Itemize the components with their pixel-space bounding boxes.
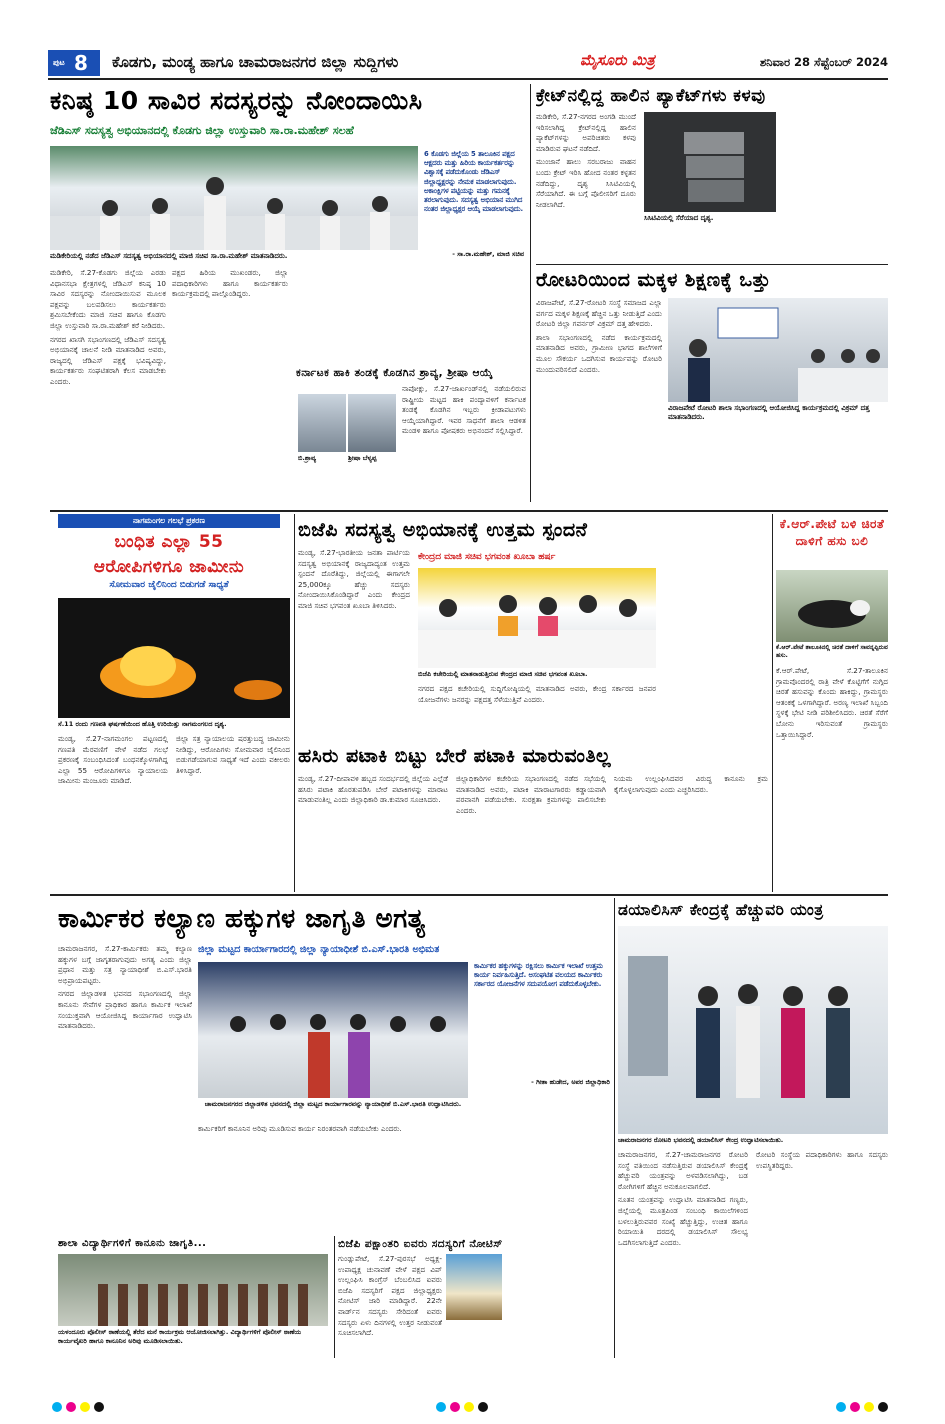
quote-box-jds [424, 150, 524, 262]
body-notice-col1 [338, 1254, 442, 1358]
headline-bjp: ಬಿಜೆಪಿ ಸದಸ್ಯತ್ವ ಅಭಿಯಾನಕ್ಕೆ ಉತ್ತಮ ಸ್ಪಂದನೆ [298, 519, 588, 541]
body-bail-col2 [176, 734, 290, 890]
photo-jds-meeting [50, 146, 418, 250]
body-bail-p2: ಜಿಲ್ಲಾ ಸತ್ರ ನ್ಯಾಯಾಲಯ ಷರತ್ತುಬದ್ಧ ಜಾಮೀನು ನೀಡಿದ್ದು, ಆರೋಪಿಗಳು ಸೋಮವಾರ ಜೈಲಿನಿಂದ ಬಿಡುಗಡೆಯಾಗುವ ಸಾಧ್ಯತೆ ಇದೆ ಎಂದು ವಕೀಲರು ತಿಳಿಸಿದ್ದಾರೆ. [176, 734, 290, 775]
body-dialysis-p1: ಚಾಮರಾಜನಗರ, ಸೆ.27-ಚಾಮರಾಜನಗರ ರೋಟರಿ ಸಂಸ್ಥೆ ವತಿಯಿಂದ ನಡೆಸುತ್ತಿರುವ ಡಯಾಲಿಸಿಸ್ ಕೇಂದ್ರಕ್ಕೆ ಹೆಚ್ಚುವರಿ ಯಂತ್ರವನ್ನು ಅಳವಡಿಸಲಾಗಿದ್ದು, ಬಡ ರೋಗಿಗಳಿಗೆ ಹೆಚ್ಚಿನ ಅನುಕೂಲವಾಗಲಿದೆ. [618, 1150, 748, 1191]
body-rotary-p2: ಶಾಲಾ ಸಭಾಂಗಣದಲ್ಲಿ ನಡೆದ ಕಾರ್ಯಕ್ರಮದಲ್ಲಿ ಮಾತನಾಡಿದ ಅವರು, ಗ್ರಾಮೀಣ ಭಾಗದ ಶಾಲೆಗಳಿಗೆ ಮೂಲ ಸೌಕರ್ಯ ಒದಗಿಸುವ ಕಾರ್ಯವನ್ನು ರೋಟರಿ ಮುಂದುವರಿಸಲಿದೆ ಎಂದರು. [536, 332, 662, 374]
photo-dialysis [618, 926, 888, 1134]
body-notice-p1: ಗುಂಡ್ಲುಪೇಟೆ, ಸೆ.27-ಪುರಸಭೆ ಅಧ್ಯಕ್ಷ-ಉಪಾಧ್ಯಕ್ಷ ಚುನಾವಣೆ ವೇಳೆ ಪಕ್ಷದ ವಿಪ್ ಉಲ್ಲಂಘಿಸಿ ಕಾಂಗ್ರೆಸ್ ಬೆಂಬಲಿಸಿದ ಐವರು ಬಿಜೆಪಿ ಸದಸ್ಯರಿಗೆ ಪಕ್ಷದ ಜಿಲ್ಲಾಧ್ಯಕ್ಷರು ನೋಟಿಸ್ ಜಾರಿ ಮಾಡಿದ್ದಾರೆ. 22ನೇ ವಾರ್ಡ್‌ನ ಸದಸ್ಯರು ಸೇರಿದಂತೆ ಐವರು ಸದಸ್ಯರು ಏಳು ದಿನಗಳಲ್ಲಿ ಉತ್ತರ ನೀಡುವಂತೆ ಸೂಚಿಸಲಾಗಿದೆ. [338, 1254, 442, 1338]
body-green-col2 [456, 774, 606, 890]
body-labour-col2 [198, 1124, 610, 1234]
subhead-bjp: ಕೇಂದ್ರದ ಮಾಜಿ ಸಚಿವ ಭಗವಂತ ಖೂಬಾ ಹರ್ಷ [418, 552, 556, 562]
caption-labour: ಚಾಮರಾಜನಗರದ ಜಿಲ್ಲಾಡಳಿತ ಭವನದಲ್ಲಿ ಜಿಲ್ಲಾ ಮಟ್ಟದ ಕಾರ್ಯಾಗಾರವನ್ನು ನ್ಯಾಯಾಧೀಶೆ ಬಿ.ಎಸ್.ಭಾರತಿ ಉದ್ಘಾಟಿಸಿದರು. [204, 1100, 462, 1108]
body-bjp-col2 [418, 684, 656, 738]
students-illustration [58, 1254, 328, 1326]
subhead-bail: ಸೋಮವಾರ ಜೈಲಿನಿಂದ ಬಿಡುಗಡೆ ಸಾಧ್ಯತೆ [109, 580, 229, 590]
body-green-p1: ಮಂಡ್ಯ, ಸೆ.27-ದೀಪಾವಳಿ ಹಬ್ಬದ ಸಂದರ್ಭದಲ್ಲಿ ಜಿಲ್ಲೆಯ ಎಲ್ಲೆಡೆ ಹಸಿರು ಪಟಾಕಿ ಹೊರತುಪಡಿಸಿ ಬೇರೆ ಪಟಾಕಿಗಳನ್ನು ಮಾರಾಟ ಮಾಡುವಂತಿಲ್ಲ ಎಂದು ಜಿಲ್ಲಾಧಿಕಾರಿ ಡಾ.ಕುಮಾರ ಸೂಚಿಸಿದರು. [298, 774, 448, 805]
reg-dot-2 [66, 1402, 76, 1412]
photo-cctv [644, 112, 776, 212]
subhead-jds: ಜೆಡಿಎಸ್ ಸದಸ್ಯತ್ವ ಅಭಿಯಾನದಲ್ಲಿ ಕೊಡಗು ಜಿಲ್ಲಾ ಉಸ್ತುವಾರಿ ಸಾ.ರಾ.ಮಹೇಶ್ ಸಲಹೆ [50, 124, 354, 137]
headline-green: ಹಸಿರು ಪಟಾಕಿ ಬಿಟ್ಟು ಬೇರೆ ಪಟಾಕಿ ಮಾರುವಂತಿಲ್ಲ [298, 745, 612, 767]
photo-labour [198, 962, 468, 1098]
column-divider-3 [772, 514, 773, 892]
page-number-badge [48, 50, 100, 76]
header-rule [48, 78, 888, 80]
headline-hockey: ಕರ್ನಾಟಕ ಹಾಕಿ ತಂಡಕ್ಕೆ ಕೊಡಗಿನ ಶ್ರಾವ್ಯ, ಶ್ರೀಷಾ ಆಯ್ಕೆ [296, 367, 494, 379]
issue-date: ಶನಿವಾರ 28 ಸೆಪ್ಟೆಂಬರ್ 2024 [759, 55, 888, 69]
rule-lower [50, 894, 888, 896]
fire-illustration [58, 598, 290, 718]
caption-milk: ಸಿಸಿಟಿವಿಯಲ್ಲಿ ಸೆರೆಯಾದ ದೃಶ್ಯ. [644, 214, 714, 222]
page-label: ಪುಟ [53, 58, 65, 67]
body-jds-col1 [50, 268, 166, 508]
photo-rotary [668, 298, 888, 402]
body-green-col3 [614, 774, 768, 890]
caption-fire: ಸೆ.11 ರಂದು ಗಣಪತಿ ಘರ್ಷಣೆಯಿಂದ ಹೊತ್ತಿ ಉರಿಯಿತ್ತು ನಾಗಮಂಗಲದ ದೃಶ್ಯ. [58, 720, 227, 728]
cow-illustration [776, 570, 888, 642]
column-divider-1 [530, 84, 531, 502]
reg-dot-4 [94, 1402, 104, 1412]
body-jds-p1: ಮಡಿಕೇರಿ, ಸೆ.27-ಕೊಡಗು ಜಿಲ್ಲೆಯ ಎರಡು ವಿಧಾನಸಭಾ ಕ್ಷೇತ್ರಗಳಲ್ಲಿ ಜೆಡಿಎಸ್ ಕನಿಷ್ಠ 10 ಸಾವಿರ ಸದಸ್ಯರನ್ನು ನೋಂದಾಯಿಸುವ ಮೂಲಕ ಪಕ್ಷವನ್ನು ಬಲಪಡಿಸಲು ಕಾರ್ಯಕರ್ತರು ಶ್ರಮಿಸಬೇಕೆಂದು ಮಾಜಿ ಸಚಿವ ಹಾಗೂ ಕೊಡಗು ಜಿಲ್ಲಾ ಉಸ್ತುವಾರಿ ಸಾ.ರಾ.ಮಹೇಶ್ ಕರೆ ನೀಡಿದರು. [50, 268, 166, 330]
reg-dot-1 [52, 1402, 62, 1412]
body-dialysis-p3: ರೋಟರಿ ಸಂಸ್ಥೆಯ ಪದಾಧಿಕಾರಿಗಳು ಹಾಗೂ ಸದಸ್ಯರು ಉಪಸ್ಥಿತರಿದ್ದರು. [756, 1150, 888, 1170]
crowd-illustration [50, 146, 418, 250]
masthead-logo: ಮೈಸೂರು ಮಿತ್ರ [580, 51, 655, 69]
headline-rotary: ರೋಟರಿಯಿಂದ ಮಕ್ಕಳ ಶಿಕ್ಷಣಕ್ಕೆ ಒತ್ತು [536, 269, 771, 291]
headline-jds: ಕನಿಷ್ಠ 10 ಸಾವಿರ ಸದಸ್ಯರನ್ನು ನೋಂದಾಯಿಸಿ [50, 86, 423, 115]
photo-school [58, 1254, 328, 1326]
reg-dot-8 [478, 1402, 488, 1412]
reg-dot-9 [836, 1402, 846, 1412]
quote-labour-text: ಕಾರ್ಮಿಕರ ಹಕ್ಕುಗಳನ್ನು ರಕ್ಷಿಸಲು ಕಾರ್ಮಿಕ ಇಲಾಖೆ ಉತ್ತಮ ಕಾರ್ಯ ನಿರ್ವಹಿಸುತ್ತಿದೆ. ಅಸಂಘಟಿತ ವಲಯದ ಕಾರ್ಮಿಕರು ಸರ್ಕಾರದ ಯೋಜನೆಗಳ ಸದುಪಯೋಗ ಪಡೆದುಕೊಳ್ಳಬೇಕು. [474, 962, 603, 989]
column-divider-2 [294, 514, 295, 892]
quote-labour-attr: - ಗೀತಾ ಹುಡೇದ, ಅಪರ ಜಿಲ್ಲಾಧಿಕಾರಿ [531, 1078, 610, 1086]
headline-school: ಶಾಲಾ ವಿದ್ಯಾರ್ಥಿಗಳಿಗೆ ಕಾನೂನು ಜಾಗೃತಿ... [58, 1238, 207, 1249]
kicker-bail: ನಾಗಮಂಗಲ ಗಲಭೆ ಪ್ರಕರಣ [58, 514, 280, 528]
headline-dialysis: ಡಯಾಲಿಸಿಸ್ ಕೇಂದ್ರಕ್ಕೆ ಹೆಚ್ಚುವರಿ ಯಂತ್ರ [618, 901, 824, 919]
caption-dialysis: ಚಾಮರಾಜನಗರ ರೋಟರಿ ಭವನದಲ್ಲಿ ಡಯಾಲಿಸಿಸ್ ಕೇಂದ್ರ ಉದ್ಘಾಟಿಸಲಾಯಿತು. [618, 1136, 784, 1144]
bjp-press-illustration [418, 568, 656, 668]
body-hockey: ನಾಪೋಕ್ಲು, ಸೆ.27-ಜಾರ್ಖಂಡ್‌ನಲ್ಲಿ ನಡೆಯಲಿರುವ ರಾಷ್ಟ್ರೀಯ ಮಟ್ಟದ ಹಾಕಿ ಪಂದ್ಯಾವಳಿಗೆ ಕರ್ನಾಟಕ ತಂಡಕ್ಕೆ ಕೊಡಗಿನ ಇಬ್ಬರು ಕ್ರೀಡಾಪಟುಗಳು ಆಯ್ಕೆಯಾಗಿದ್ದಾರೆ. ಇವರ ಸಾಧನೆಗೆ ಶಾಲಾ ಆಡಳಿತ ಮಂಡಳಿ ಹಾಗೂ ಪೋಷಕರು ಅಭಿನಂದನೆ ಸಲ್ಲಿಸಿದ್ದಾರೆ. [402, 384, 526, 436]
page-number: 8 [74, 51, 88, 75]
reg-dot-12 [878, 1402, 888, 1412]
headline-bail-2: ಆರೋಪಿಗಳಿಗೂ ಜಾಮೀನು [93, 557, 245, 577]
headline-cow: ಕೆ.ಆರ್.ಪೇಟೆ ಬಳಿ ಚಿರತೆ ದಾಳಿಗೆ ಹಸು ಬಲಿ [779, 517, 885, 548]
body-jds-col2 [172, 268, 288, 508]
photo-bjp [418, 568, 656, 668]
caption-bjp: ಬಿಜೆಪಿ ಕಚೇರಿಯಲ್ಲಿ ಮಾತನಾಡುತ್ತಿರುವ ಕೇಂದ್ರದ ಮಾಜಿ ಸಚಿವ ಭಗವಂತ ಖೂಬಾ. [418, 670, 588, 678]
quote-jds-text: 6 ಕೊಡಗು ಜಿಲ್ಲೆಯ 5 ತಾಲೂಕಿನ ಪಕ್ಷದ ಆಕ್ಷದರು ಮತ್ತು ಹಿರಿಯ ಕಾರ್ಯಕರ್ತರನ್ನು ವಿಶ್ವಾಸಕ್ಕೆ ಪಡೆದುಕೊಂಡು ಜೆಡಿಎಸ್ ಜಿಲ್ಲಾಧ್ಯಕ್ಷರನ್ನು ನೇಮಕ ಮಾಡಲಾಗುವುದು. ಅಕಾಂಕ್ಷಿಗಳ ಪಟ್ಟಿಯನ್ನು ಮತ್ತು ಗಮನಕ್ಕೆ ತರಲಾಗುವುದು. ಸದಸ್ಯತ್ವ ಅಭಿಯಾನ ಮುಗಿದ ನಂತರ ಜಿಲ್ಲಾಧ್ಯಕ್ಷರ ಆಯ್ಕೆ ಮಾಡಲಾಗುವುದು. [424, 150, 524, 214]
body-milk-col1 [536, 112, 636, 252]
caption-rotary: ವಿರಾಜಪೇಟೆ ರೋಟರಿ ಶಾಲಾ ಸಭಾಂಗಣದಲ್ಲಿ ಆಯೋಜಿಸಿದ್ದ ಕಾರ್ಯಕ್ರಮದಲ್ಲಿ ವಿಕ್ರಮ್ ದತ್ತ ಮಾತನಾಡಿದರು. [668, 404, 870, 421]
reg-dot-7 [464, 1402, 474, 1412]
body-green-col1 [298, 774, 448, 890]
body-cow: ಕೆ.ಆರ್.ಪೇಟೆ, ಸೆ.27-ತಾಲೂಕಿನ ಗ್ರಾಮವೊಂದರಲ್ಲಿ ರಾತ್ರಿ ವೇಳೆ ಕೊಟ್ಟಿಗೆಗೆ ನುಗ್ಗಿದ ಚಿರತೆ ಹಸುವನ್ನು ಕೊಂದು ಹಾಕಿದ್ದು, ಗ್ರಾಮಸ್ಥರು ಆತಂಕಕ್ಕೆ ಒಳಗಾಗಿದ್ದಾರೆ. ಅರಣ್ಯ ಇಲಾಖೆ ಸಿಬ್ಬಂದಿ ಸ್ಥಳಕ್ಕೆ ಭೇಟಿ ನೀಡಿ ಪರಿಶೀಲಿಸಿದರು. ಚಿರತೆ ಸೆರೆಗೆ ಬೋನು ಇರಿಸುವಂತೆ ಗ್ರಾಮಸ್ಥರು ಒತ್ತಾಯಿಸಿದ್ದಾರೆ. [776, 666, 888, 739]
headline-labour: ಕಾರ್ಮಿಕರ ಕಲ್ಯಾಣ ಹಕ್ಕುಗಳ ಜಾಗೃತಿ ಅಗತ್ಯ [58, 904, 426, 934]
photo-cow [776, 570, 888, 642]
body-labour-col1 [58, 944, 192, 1234]
column-divider-4 [614, 898, 615, 1358]
rule-rotary-top [536, 264, 888, 265]
body-dialysis-col1 [618, 1150, 748, 1356]
page-header [48, 50, 888, 76]
caption-school: ಯಳಂದೂರು ಪೊಲೀಸ್ ಠಾಣೆಯಲ್ಲಿ ತೆರೆದ ಮನೆ ಕಾರ್ಯಕ್ರಮ ಆಯೋಜಿಸಲಾಗಿತ್ತು. ವಿದ್ಯಾರ್ಥಿಗಳಿಗೆ ಪೊಲೀಸ್ ಠಾಣೆಯ ಕಾರ್ಯವೈಖರಿ ಹಾಗೂ ಕಾನೂನಿನ ಅರಿವು ಮೂಡಿಸಲಾಯಿತು. [58, 1328, 302, 1345]
photo-shravya [298, 394, 346, 452]
body-jds-p3: ಪಕ್ಷದ ಹಿರಿಯ ಮುಖಂಡರು, ಜಿಲ್ಲಾ ಪದಾಧಿಕಾರಿಗಳು ಹಾಗೂ ಕಾರ್ಯಕರ್ತರು ಕಾರ್ಯಕ್ರಮದಲ್ಲಿ ಪಾಲ್ಗೊಂಡಿದ್ದರು. [172, 268, 288, 299]
body-labour-p2: ನಗರದ ಜಿಲ್ಲಾಡಳಿತ ಭವನದ ಸಭಾಂಗಣದಲ್ಲಿ ಜಿಲ್ಲಾ ಕಾನೂನು ಸೇವೆಗಳ ಪ್ರಾಧಿಕಾರ ಹಾಗೂ ಕಾರ್ಮಿಕ ಇಲಾಖೆ ಸಂಯುಕ್ತವಾಗಿ ಆಯೋಜಿಸಿದ್ದ ಕಾರ್ಯಾಗಾರ ಉದ್ಘಾಟಿಸಿ ಮಾತನಾಡಿದರು. [58, 989, 192, 1031]
reg-dot-5 [436, 1402, 446, 1412]
reg-dot-6 [450, 1402, 460, 1412]
headline-milk: ಕ್ರೇಟ್‌ನಲ್ಲಿದ್ದ ಹಾಲಿನ ಪ್ಯಾಕೆಟ್‌ಗಳು ಕಳವು [536, 86, 766, 106]
body-labour-p1: ಚಾಮರಾಜನಗರ, ಸೆ.27-ಕಾರ್ಮಿಕರು ತಮ್ಮ ಕಲ್ಯಾಣ ಹಕ್ಕುಗಳ ಬಗ್ಗೆ ಜಾಗೃತರಾಗುವುದು ಅಗತ್ಯ ಎಂದು ಜಿಲ್ಲಾ ಪ್ರಧಾನ ಮತ್ತು ಸತ್ರ ನ್ಯಾಯಾಧೀಶೆ ಬಿ.ಎಸ್.ಭಾರತಿ ಅಭಿಪ್ರಾಯಪಟ್ಟರು. [58, 944, 192, 985]
body-bjp-col1 [298, 548, 410, 738]
body-green-p2: ಜಿಲ್ಲಾಧಿಕಾರಿಗಳ ಕಚೇರಿಯ ಸಭಾಂಗಣದಲ್ಲಿ ನಡೆದ ಸಭೆಯಲ್ಲಿ ಮಾತನಾಡಿದ ಅವರು, ಪಟಾಕಿ ಮಾರಾಟಗಾರರು ಕಡ್ಡಾಯವಾಗಿ ಪರವಾನಗಿ ಪಡೆಯಬೇಕು. ಸುರಕ್ಷತಾ ಕ್ರಮಗಳನ್ನು ಪಾಲಿಸಬೇಕು ಎಂದರು. [456, 774, 606, 815]
rule-mid [50, 510, 888, 512]
reg-dot-3 [80, 1402, 90, 1412]
body-green-p3: ನಿಯಮ ಉಲ್ಲಂಘಿಸಿದವರ ವಿರುದ್ಧ ಕಾನೂನು ಕ್ರಮ ಕೈಗೊಳ್ಳಲಾಗುವುದು ಎಂದು ಎಚ್ಚರಿಸಿದರು. [614, 774, 768, 794]
athlete-name-2: ಶ್ರೀಷಾ ಬೆಳ್ಯಪ್ಪ [348, 454, 377, 462]
photo-shreesha [348, 394, 396, 452]
reg-dot-10 [850, 1402, 860, 1412]
athlete-name-1: ಬಿ.ಶ್ರಾವ್ಯ [298, 454, 317, 462]
reg-dot-11 [864, 1402, 874, 1412]
body-bail-col1 [58, 734, 168, 890]
body-rotary-p1: ವಿರಾಜಪೇಟೆ, ಸೆ.27-ರೋಟರಿ ಸಂಸ್ಥೆ ಸಮಾಜದ ಎಲ್ಲಾ ವರ್ಗದ ಮಕ್ಕಳ ಶಿಕ್ಷಣಕ್ಕೆ ಹೆಚ್ಚಿನ ಒತ್ತು ನೀಡುತ್ತಿದೆ ಎಂದು ರೋಟರಿ ಜಿಲ್ಲಾ ಗವರ್ನರ್ ವಿಕ್ರಮ್ ದತ್ತ ಹೇಳಿದರು. [536, 298, 662, 329]
quote-box-labour [474, 962, 610, 1098]
body-dialysis-col2 [756, 1150, 888, 1356]
caption-jds: ಮಡಿಕೇರಿಯಲ್ಲಿ ನಡೆದ ಜೆಡಿಎಸ್ ಸದಸ್ಯತ್ವ ಅಭಿಯಾನದಲ್ಲಿ ಮಾಜಿ ಸಚಿವ ಸಾ.ರಾ.ಮಹೇಶ್ ಮಾತನಾಡಿದರು. [50, 252, 288, 260]
labour-event-illustration [198, 962, 468, 1098]
body-dialysis-p2: ನೂತನ ಯಂತ್ರವನ್ನು ಉದ್ಘಾಟಿಸಿ ಮಾತನಾಡಿದ ಗಣ್ಯರು, ಜಿಲ್ಲೆಯಲ್ಲಿ ಮೂತ್ರಪಿಂಡ ಸಂಬಂಧಿ ಕಾಯಿಲೆಗಳಿಂದ ಬಳಲುತ್ತಿರುವವರ ಸಂಖ್ಯೆ ಹೆಚ್ಚುತ್ತಿದ್ದು, ಉಚಿತ ಹಾಗೂ ರಿಯಾಯಿತಿ ದರದಲ್ಲಿ ಡಯಾಲಿಸಿಸ್ ಸೌಲಭ್ಯ ಒದಗಿಸಲಾಗುತ್ತಿದೆ ಎಂದರು. [618, 1195, 748, 1247]
photo-fire [58, 598, 290, 718]
body-bail-p1: ಮಂಡ್ಯ, ಸೆ.27-ನಾಗಮಂಗಲ ಪಟ್ಟಣದಲ್ಲಿ ಗಣಪತಿ ಮೆರವಣಿಗೆ ವೇಳೆ ನಡೆದ ಗಲಭೆ ಪ್ರಕರಣಕ್ಕೆ ಸಂಬಂಧಿಸಿದಂತೆ ಬಂಧನಕ್ಕೊಳಗಾಗಿದ್ದ ಎಲ್ಲಾ 55 ಆರೋಪಿಗಳಿಗೂ ನ್ಯಾಯಾಲಯ ಜಾಮೀನು ಮಂಜೂರು ಮಾಡಿದೆ. [58, 734, 168, 786]
body-jds-p2: ನಗರದ ಖಾಸಗಿ ಸಭಾಂಗಣದಲ್ಲಿ ಜೆಡಿಎಸ್ ಸದಸ್ಯತ್ವ ಅಭಿಯಾನಕ್ಕೆ ಚಾಲನೆ ನೀಡಿ ಮಾತನಾಡಿದ ಅವರು, ರಾಜ್ಯದಲ್ಲಿ ಜೆಡಿಎಸ್ ಪಕ್ಷಕ್ಕೆ ಭವಿಷ್ಯವಿದ್ದು, ಕಾರ್ಯಕರ್ತರು ಸಂಘಟಿತರಾಗಿ ಕೆಲಸ ಮಾಡಬೇಕು ಎಂದರು. [50, 334, 166, 386]
body-labour-p3: ಕಾರ್ಮಿಕರಿಗೆ ಕಾನೂನಿನ ಅರಿವು ಮೂಡಿಸುವ ಕಾರ್ಯ ನಿರಂತರವಾಗಿ ನಡೆಯಬೇಕು ಎಂದರು. [198, 1124, 402, 1133]
body-milk-p2: ಮುಂಜಾನೆ ಹಾಲು ಸರಬರಾಜು ವಾಹನ ಬಂದು ಕ್ರೇಟ್ ಇರಿಸಿ ಹೋದ ನಂತರ ಕಳ್ಳತನ ನಡೆದಿದ್ದು, ದೃಶ್ಯ ಸಿಸಿಟಿವಿಯಲ್ಲಿ ಸೆರೆಯಾಗಿದೆ. ಈ ಬಗ್ಗೆ ಪೊಲೀಸರಿಗೆ ದೂರು ನೀಡಲಾಗಿದೆ. [536, 157, 636, 209]
headline-bail-1: ಬಂಧಿತ ಎಲ್ಲಾ 55 [114, 532, 224, 552]
photo-notice [446, 1254, 502, 1320]
body-rotary-col1 [536, 298, 662, 508]
body-bjp-p1: ಮಂಡ್ಯ, ಸೆ.27-ಭಾರತೀಯ ಜನತಾ ಪಾರ್ಟಿಯ ಸದಸ್ಯತ್ವ ಅಭಿಯಾನಕ್ಕೆ ರಾಜ್ಯದಾದ್ಯಂತ ಉತ್ತಮ ಸ್ಪಂದನೆ ದೊರೆತಿದ್ದು, ಜಿಲ್ಲೆಯಲ್ಲಿ ಈಗಾಗಲೇ 25,000ಕ್ಕೂ ಹೆಚ್ಚು ಸದಸ್ಯರು ನೋಂದಾಯಿಸಿಕೊಂಡಿದ್ದಾರೆ ಎಂದು ಕೇಂದ್ರದ ಮಾಜಿ ಸಚಿವ ಭಗವಂತ ಖೂಬಾ ತಿಳಿಸಿದರು. [298, 548, 410, 610]
section-title: ಕೊಡಗು, ಮಂಡ್ಯ ಹಾಗೂ ಚಾಮರಾಜನಗರ ಜಿಲ್ಲಾ ಸುದ್ದಿಗಳು [112, 53, 399, 71]
body-milk-p1: ಮಡಿಕೇರಿ, ಸೆ.27-ನಗರದ ಅಂಗಡಿ ಮುಂದೆ ಇರಿಸಲಾಗಿದ್ದ ಕ್ರೇಟ್‌ನಲ್ಲಿದ್ದ ಹಾಲಿನ ಪ್ಯಾಕೆಟ್‌ಗಳನ್ನು ಅಪರಿಚಿತರು ಕಳವು ಮಾಡಿರುವ ಘಟನೆ ನಡೆದಿದೆ. [536, 112, 636, 153]
subhead-labour: ಜಿಲ್ಲಾ ಮಟ್ಟದ ಕಾರ್ಯಾಗಾರದಲ್ಲಿ ಜಿಲ್ಲಾ ನ್ಯಾಯಾಧೀಶೆ ಬಿ.ಎಸ್.ಭಾರತಿ ಅಭಿಮತ [198, 944, 440, 955]
milk-crates-illustration [644, 112, 776, 212]
rotary-stage-illustration [668, 298, 888, 402]
quote-jds-attr: - ಸಾ.ರಾ.ಮಹೇಶ್, ಮಾಜಿ ಸಚಿವ [452, 250, 524, 258]
body-bjp-p2: ನಗರದ ಪಕ್ಷದ ಕಚೇರಿಯಲ್ಲಿ ಸುದ್ದಿಗೋಷ್ಠಿಯಲ್ಲಿ ಮಾತನಾಡಿದ ಅವರು, ಕೇಂದ್ರ ಸರ್ಕಾರದ ಜನಪರ ಯೋಜನೆಗಳು ಜನರನ್ನು ಪಕ್ಷದತ್ತ ಸೆಳೆಯುತ್ತಿವೆ ಎಂದರು. [418, 684, 656, 704]
dialysis-illustration [618, 926, 888, 1134]
headline-notice: ಬಿಜೆಪಿ ಪಕ್ಷಾಂತರಿ ಐವರು ಸದಸ್ಯರಿಗೆ ನೋಟಿಸ್ [338, 1238, 503, 1250]
column-divider-5 [334, 1236, 335, 1358]
caption-cow: ಕೆ.ಆರ್.ಪೇಟೆ ತಾಲೂಕಿನಲ್ಲಿ ಚಿರತೆ ದಾಳಿಗೆ ಸಾವನ್ನಪ್ಪಿರುವ ಹಸು. [776, 644, 888, 659]
